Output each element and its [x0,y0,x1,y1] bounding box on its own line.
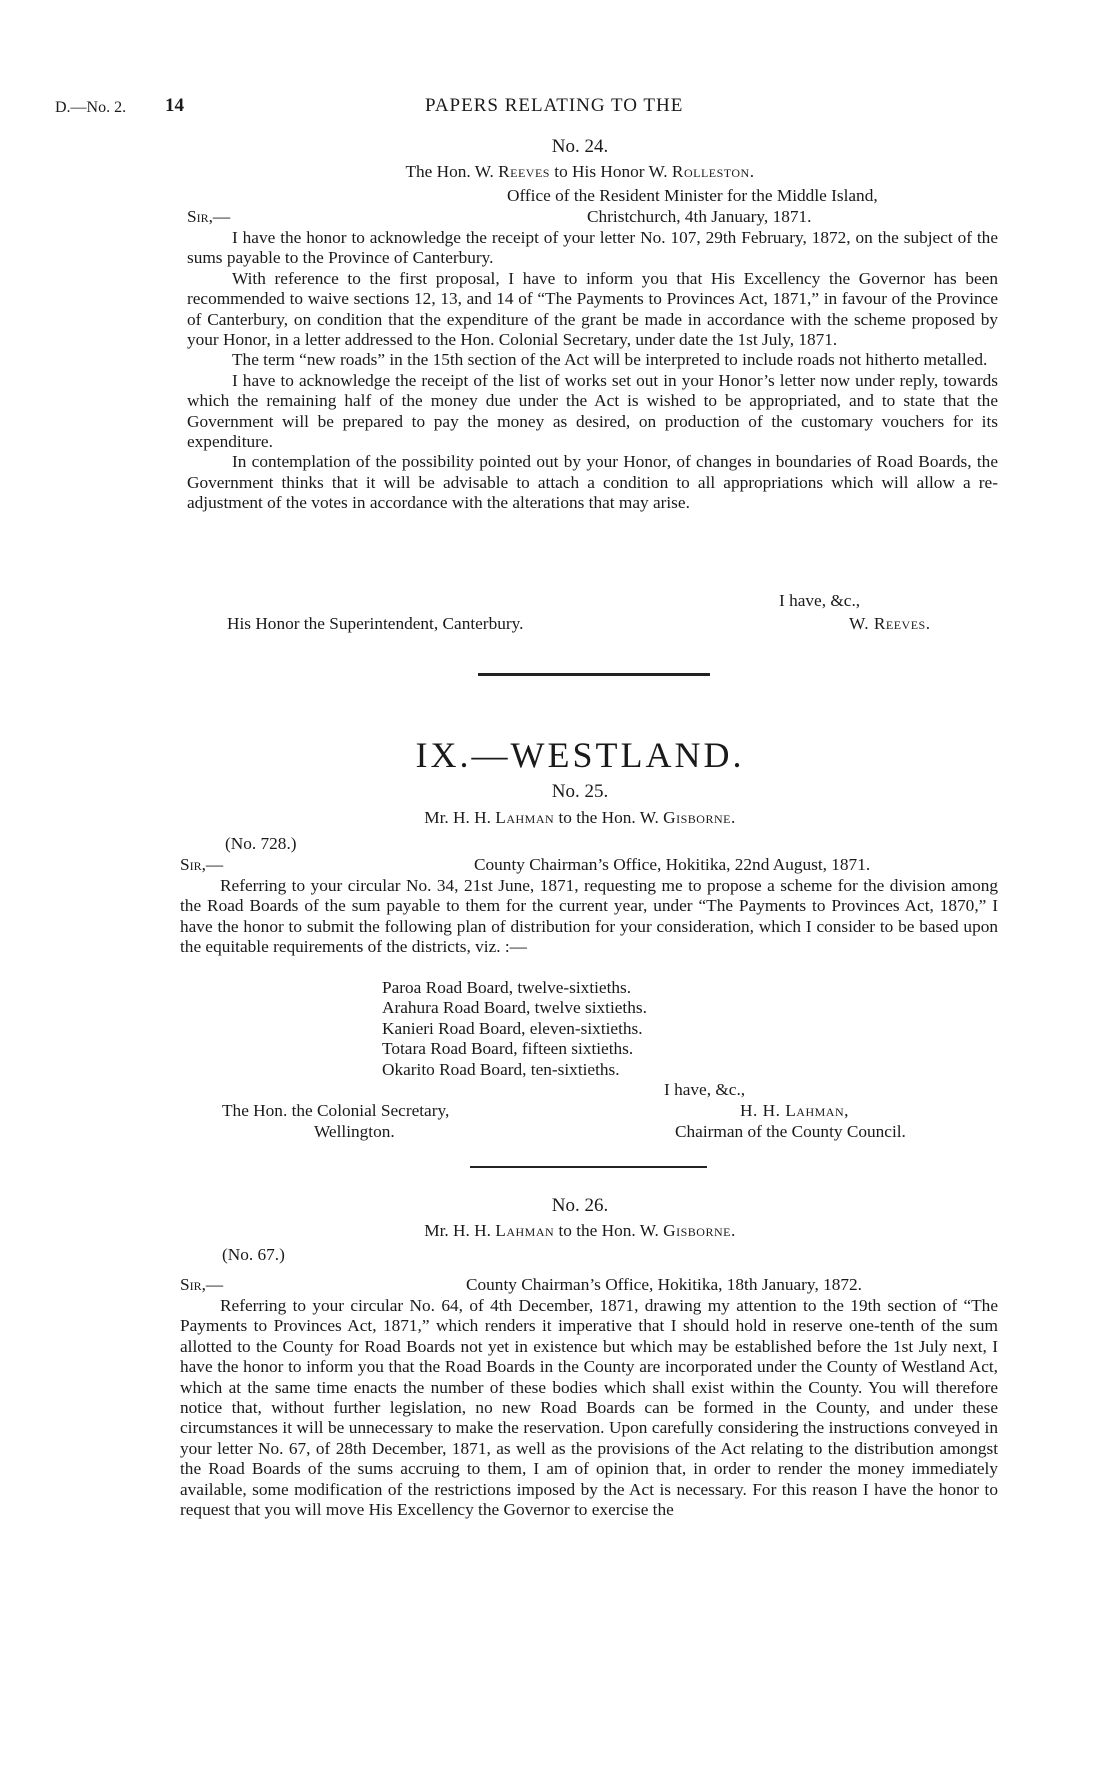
letter-24-paragraph-5: In contemplation of the possibility pointed out by your Honor, of changes in boundaries of Road Boards, the Government thinks that it will be advisable to attach a condition to all appropriations which will allow a re-adjustment of the votes in accordance with the alterations that may arise. [187,452,998,513]
letter-divider-rule [470,1166,707,1168]
letter-26-paragraph: Referring to your circular No. 64, of 4th December, 1871, drawing my attention to the 19th section of “The Payments to Provinces Act, 1871,” which renders it imperative that I should hold in reserve one-tenth of the sum allotted to the County for Road Boards not yet in existence but which may be established before the 1st July next, I have the honor to inform you that the Road Boards in the County are incorporated under the County of Westland Act, which at the same time enacts the number of these bodies which shall exist within the County. You will therefore notice that, without further legislation, no new Road Boards can be formed in the County, and under these circumstances it will be unnecessary to make the reservation. Upon carefully considering the instructions conveyed in your letter No. 67, of 28th December, 1871, as well as the provisions of the Act relating to the distribution amongst the Road Boards of the sums accruing to them, I am of opinion that, in order to render the money immediately available, some modification of the restrictions imposed by the Act is necessary. For this reason I have the honor to request that you will move His Excellency the Governor to exercise the [180,1296,998,1520]
sender-name: Lahman [495,1221,555,1240]
letter-25-address: County Chairman’s Office, Hokitika, 22nd August, 1871. [474,855,871,874]
letter-26-reference: (No. 67.) [222,1245,285,1264]
letter-24-addressee: His Honor the Superintendent, Canterbury. [227,614,524,633]
letter-25-salutation: Sir,— [180,855,224,874]
heading-pre: The Hon. W. [405,162,499,181]
recipient-name: Rolleston. [671,162,755,181]
letter-26-body [180,1296,998,1520]
letter-24-salutation: Sir,— [187,207,231,226]
letter-24-body [187,228,998,514]
list-item: Paroa Road Board, twelve-sixtieths. [382,978,632,997]
letter-25-paragraph: Referring to your circular No. 34, 21st June, 1871, requesting me to propose a scheme for the division among the Road Boards of the sum payable to them for the current year, under “The Payments to Provinces Act, 1870,” I have the honor to submit the following plan of distribution for your consideration, which I consider to be based upon the equitable requirements of the districts, viz. :— [180,876,998,957]
letter-25-signature: H. H. Lahman, [740,1101,849,1120]
letter-26-number: No. 26. [551,1195,609,1216]
letter-25-addressee-line-1: The Hon. the Colonial Secretary, [222,1101,450,1120]
heading-mid: to the Hon. W. [554,808,664,827]
page-number: 14 [165,95,184,116]
list-item: Okarito Road Board, ten-sixtieths. [382,1059,620,1079]
letter-24-closing: I have, &c., [779,591,861,610]
letter-26-heading [230,1221,930,1241]
letter-24-heading [230,162,930,182]
heading-pre: Mr. H. H. [424,1221,496,1240]
letter-26-salutation: Sir,— [180,1275,224,1294]
letter-25-closing: I have, &c., [664,1080,746,1099]
list-item: Totara Road Board, fifteen sixtieths. [382,1039,634,1059]
letter-25-signature-title: Chairman of the County Council. [675,1122,906,1141]
list-item: Kanieri Road Board, eleven-sixtieths. [382,1018,643,1038]
heading-mid: to the Hon. W. [554,1221,664,1240]
section-divider-rule [478,673,710,676]
letter-25-distribution-list [382,978,647,1080]
section-title: IX.—WESTLAND. [415,735,745,775]
sender-name: Lahman [495,808,555,827]
letter-26-address: County Chairman’s Office, Hokitika, 18th January, 1872. [466,1275,862,1294]
letter-24-signature: W. Reeves. [849,614,931,633]
letter-24-address-line-1: Office of the Resident Minister for the Middle Island, [507,186,878,205]
letter-25-number: No. 25. [551,781,609,802]
heading-mid: to His Honor W. [549,162,672,181]
letter-24-paragraph-3: The term “new roads” in the 15th section of the Act will be interpreted to include roads not hitherto metalled. [232,350,988,370]
letter-24-paragraph-2: With reference to the first proposal, I have to inform you that His Excellency the Governor has been recommended to waive sections 12, 13, and 14 of “The Payments to Provinces Act, 1871,” in favour of the Province of Canterbury, on condition that the expenditure of the grant be made in accordance with the scheme proposed by your Honor, in a letter addressed to the Hon. Colonial Secretary, under date the 1st July, 1871. [187,268,998,350]
list-item: Arahura Road Board, twelve sixtieths. [382,998,647,1018]
document-reference: D.—No. 2. [55,99,127,116]
running-title: PAPERS RELATING TO THE [425,95,684,116]
letter-24-address-line-2: Christchurch, 4th January, 1871. [587,207,812,226]
recipient-name: Gisborne. [663,1221,736,1240]
letter-25-heading [230,808,930,828]
letter-24-paragraph-4: I have to acknowledge the receipt of the list of works set out in your Honor’s letter now under reply, towards which the remaining half of the money due under the Act is wished to be appropriated, and to state that the Government will be prepared to pay the money as desired, on production of the customary vouchers for its expenditure. [187,370,998,452]
heading-pre: Mr. H. H. [424,808,496,827]
letter-24-number: No. 24. [551,136,609,157]
recipient-name: Gisborne. [663,808,736,827]
letter-24-paragraph-1: I have the honor to acknowledge the receipt of your letter No. 107, 29th February, 1872, on the subject of the sums payable to the Province of Canterbury. [187,228,998,268]
letter-25-body [180,876,998,958]
letter-25-addressee-line-2: Wellington. [314,1122,395,1141]
letter-25-reference: (No. 728.) [225,834,297,853]
sender-name: Reeves [498,162,550,181]
